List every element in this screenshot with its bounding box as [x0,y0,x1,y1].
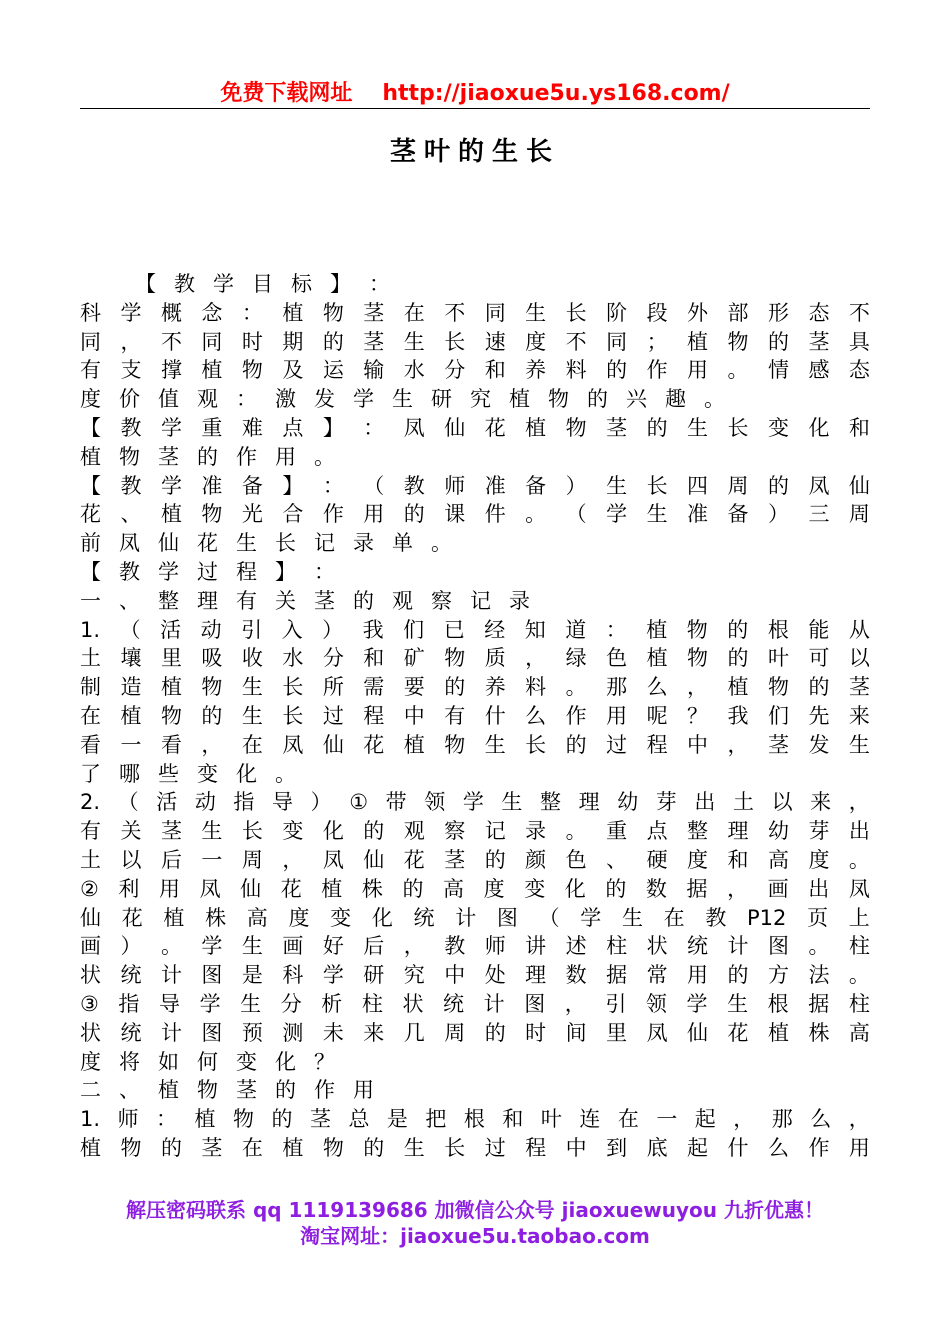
text-line: 1. （ 活 动 引 入 ） 我 们 已 经 知 道 ： 植 物 的 根 能 从 [80,617,870,642]
text-line: 花 、 植 物 光 合 作 用 的 课 件 。 （ 学 生 准 备 ） 三 周 [80,502,870,527]
footer-line-taobao-link[interactable]: 淘宝网址：jiaoxue5u.taobao.com [300,1224,650,1248]
download-label: 免费下载网址 [220,81,353,106]
text-line: 状 统 计 图 是 科 学 研 究 中 处 理 数 据 常 用 的 方 法 。 [80,963,870,988]
text-line: 【 教 学 目 标 】 ： [135,272,390,296]
lesson-body [80,270,870,1163]
text-line: ② 利 用 凤 仙 花 植 株 的 高 度 变 化 的 数 据 ， 画 出 凤 [80,876,870,901]
text-line: 度 将 如 何 变 化 ？ [80,1049,335,1074]
page-title: 茎叶的生长 [389,137,560,167]
header-divider [80,108,870,109]
text-line: 【 教 学 重 难 点 】 ： 凤 仙 花 植 物 茎 的 生 长 变 化 和 [80,415,870,440]
text-line: 土 壤 里 吸 收 水 分 和 矿 物 质 ， 绿 色 植 物 的 叶 可 以 [80,646,870,671]
footer-line-password: 解压密码联系 qq 1119139686 加微信公众号 jiaoxuewuyou 九折优惠！ [126,1198,824,1222]
text-line: 土 以 后 一 周 ， 凤 仙 花 茎 的 颜 色 、 硬 度 和 高 度 。 [80,847,870,872]
text-line: 【 教 学 过 程 】 ： [80,559,335,584]
text-line: 制 造 植 物 生 长 所 需 要 的 养 料 。 那 么 ， 植 物 的 茎 [80,675,870,700]
text-line: 【 教 学 准 备 】 ： （ 教 师 准 备 ） 生 长 四 周 的 凤 仙 [80,473,870,498]
text-line: 有 关 茎 生 长 变 化 的 观 察 记 录 。 重 点 整 理 幼 芽 出 [80,819,870,844]
text-line: 了 哪 些 变 化 。 [80,761,296,786]
text-line: 状 统 计 图 预 测 未 来 几 周 的 时 间 里 凤 仙 花 植 株 高 [80,1020,870,1045]
text-line: 有 支 撑 植 物 及 运 输 水 分 和 养 料 的 作 用 。 情 感 态 [80,358,870,383]
download-url-link[interactable]: http://jiaoxue5u.ys168.com/ [382,81,730,106]
text-line: 一 、 整 理 有 关 茎 的 观 察 记 录 [80,588,530,613]
text-line: 同 ， 不 同 时 期 的 茎 生 长 速 度 不 同 ； 植 物 的 茎 具 [80,329,870,354]
text-line: 仙 花 植 株 高 度 变 化 统 计 图 （ 学 生 在 教 P12 页 上 [80,905,870,930]
text-line: 前 凤 仙 花 生 长 记 录 单 。 [80,531,452,556]
text-line: 2. （ 活 动 指 导 ） ① 带 领 学 生 整 理 幼 芽 出 土 以 来 ， [80,790,870,815]
text-line: 植 物 茎 的 作 用 。 [80,444,335,469]
text-line: 二 、 植 物 茎 的 作 用 [80,1078,374,1103]
text-line: 度 价 值 观 ： 激 发 学 生 研 究 植 物 的 兴 趣 。 [80,387,725,412]
text-line: 在 植 物 的 生 长 过 程 中 有 什 么 作 用 呢 ？ 我 们 先 来 [80,703,870,728]
text-line: 看 一 看 ， 在 凤 仙 花 植 物 生 长 的 过 程 中 ， 茎 发 生 [80,732,870,757]
text-line: 植 物 的 茎 在 植 物 的 生 长 过 程 中 到 底 起 什 么 作 用 [80,1135,870,1160]
text-line: 画 ） 。 学 生 画 好 后 ， 教 师 讲 述 柱 状 统 计 图 。 柱 [80,934,870,959]
text-line: ③ 指 导 学 生 分 析 柱 状 统 计 图 ， 引 领 学 生 根 据 柱 [80,991,870,1016]
footer-contact [0,1197,950,1249]
download-header [0,80,950,108]
text-line: 科 学 概 念 ： 植 物 茎 在 不 同 生 长 阶 段 外 部 形 态 不 [80,300,870,325]
text-line: 1. 师 ： 植 物 的 茎 总 是 把 根 和 叶 连 在 一 起 ， 那 么 ， [80,1107,870,1132]
